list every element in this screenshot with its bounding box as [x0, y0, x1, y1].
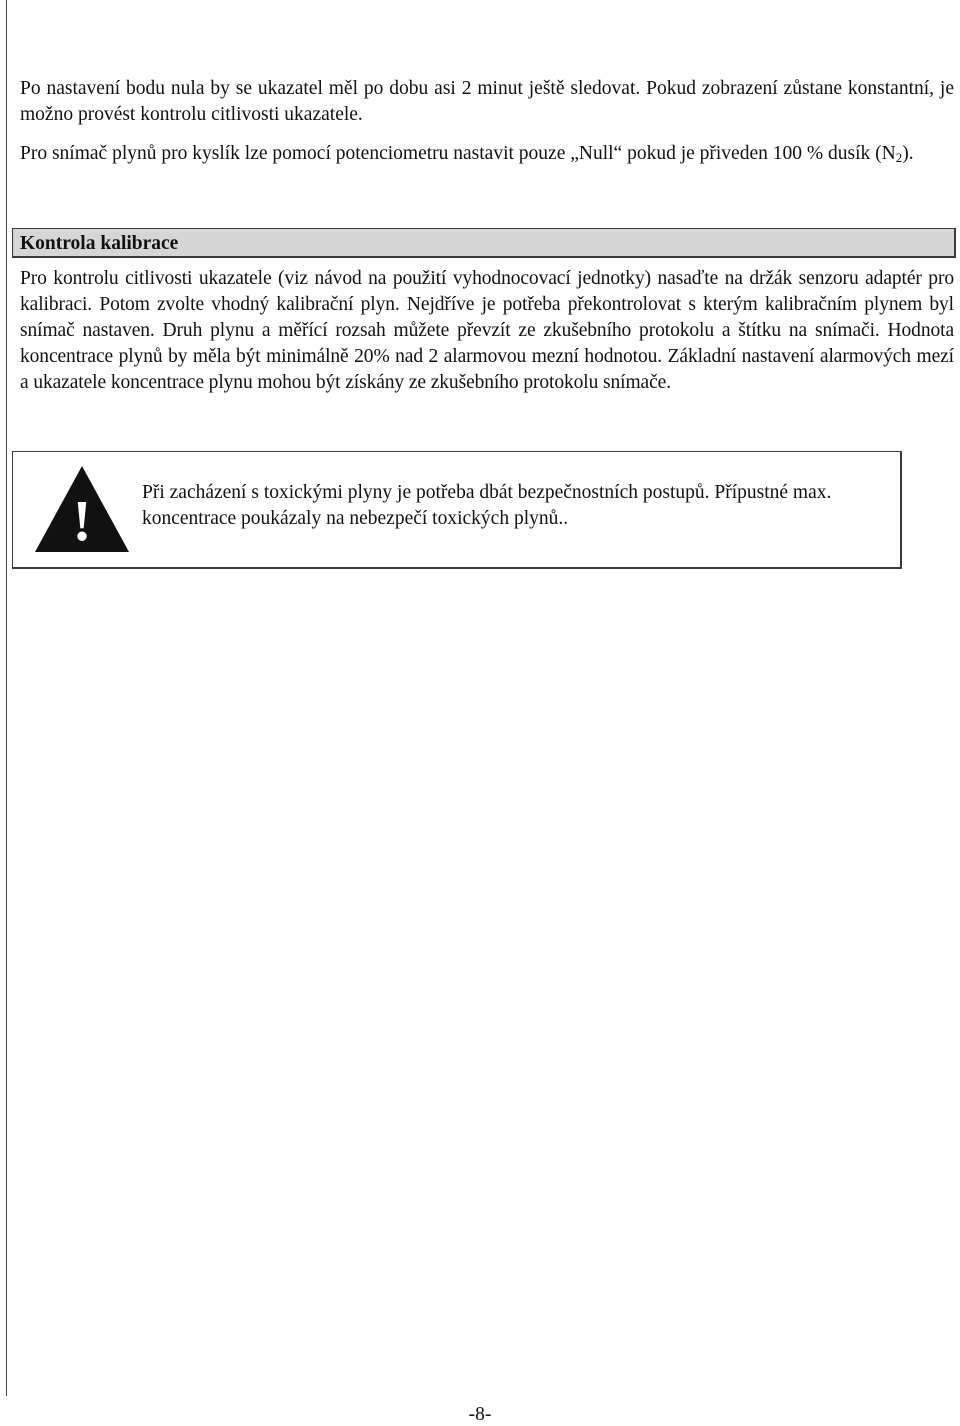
paragraph-calibration-check: Pro kontrolu citlivosti ukazatele (viz návod na použití vyhodnocovací jednotky) nasaďte na držák senzoru adaptér pro kalibraci. Potom zvolte vhodný kalibrační plyn. Nejdříve je potřeba překontrolovat s kterým kalibračním plynem byl snímač nastaven. Druh plynu a měřící rozsah můžete převzít ze zkušebního protokolu a štítku na snímači. Hodnota koncentrace plynů by měla být minimálně 20% nad 2 alarmovou mezní hodnotou. Základní nastavení alarmových mezí a ukazatele koncentrace plynu mohou být získány ze zkušebního protokolu snímače. [20, 268, 954, 393]
warning-triangle-icon [33, 464, 131, 554]
page-number: -8- [468, 1404, 492, 1425]
warning-text: Při zacházení s toxickými plyny je potřeba dbát bezpečnostních postupů. Přípustné max. koncentrace poukázaly na nebezpečí toxických plynů.. [142, 482, 832, 529]
paragraph-zero-point: Po nastavení bodu nula by se ukazatel měl po dobu asi 2 minut ještě sledovat. Pokud zobrazení zůstane konstantní, je možno provést kontrolu citlivosti ukazatele. [20, 78, 954, 125]
warning-box [12, 451, 902, 569]
paragraph-oxygen-sensor [20, 141, 954, 167]
paragraph-oxygen-end: ). [902, 143, 914, 164]
left-margin-line [6, 0, 7, 1396]
paragraph-oxygen-text: Pro snímač plynů pro kyslík lze pomocí potenciometru nastavit pouze „Null“ pokud je přiveden 100 % dusík (N [20, 143, 896, 164]
warning-exclamation: ! [72, 488, 92, 553]
nitrogen-subscript: 2 [895, 150, 903, 165]
section-header-calibration [12, 228, 956, 258]
section-title: Kontrola kalibrace [20, 233, 179, 254]
